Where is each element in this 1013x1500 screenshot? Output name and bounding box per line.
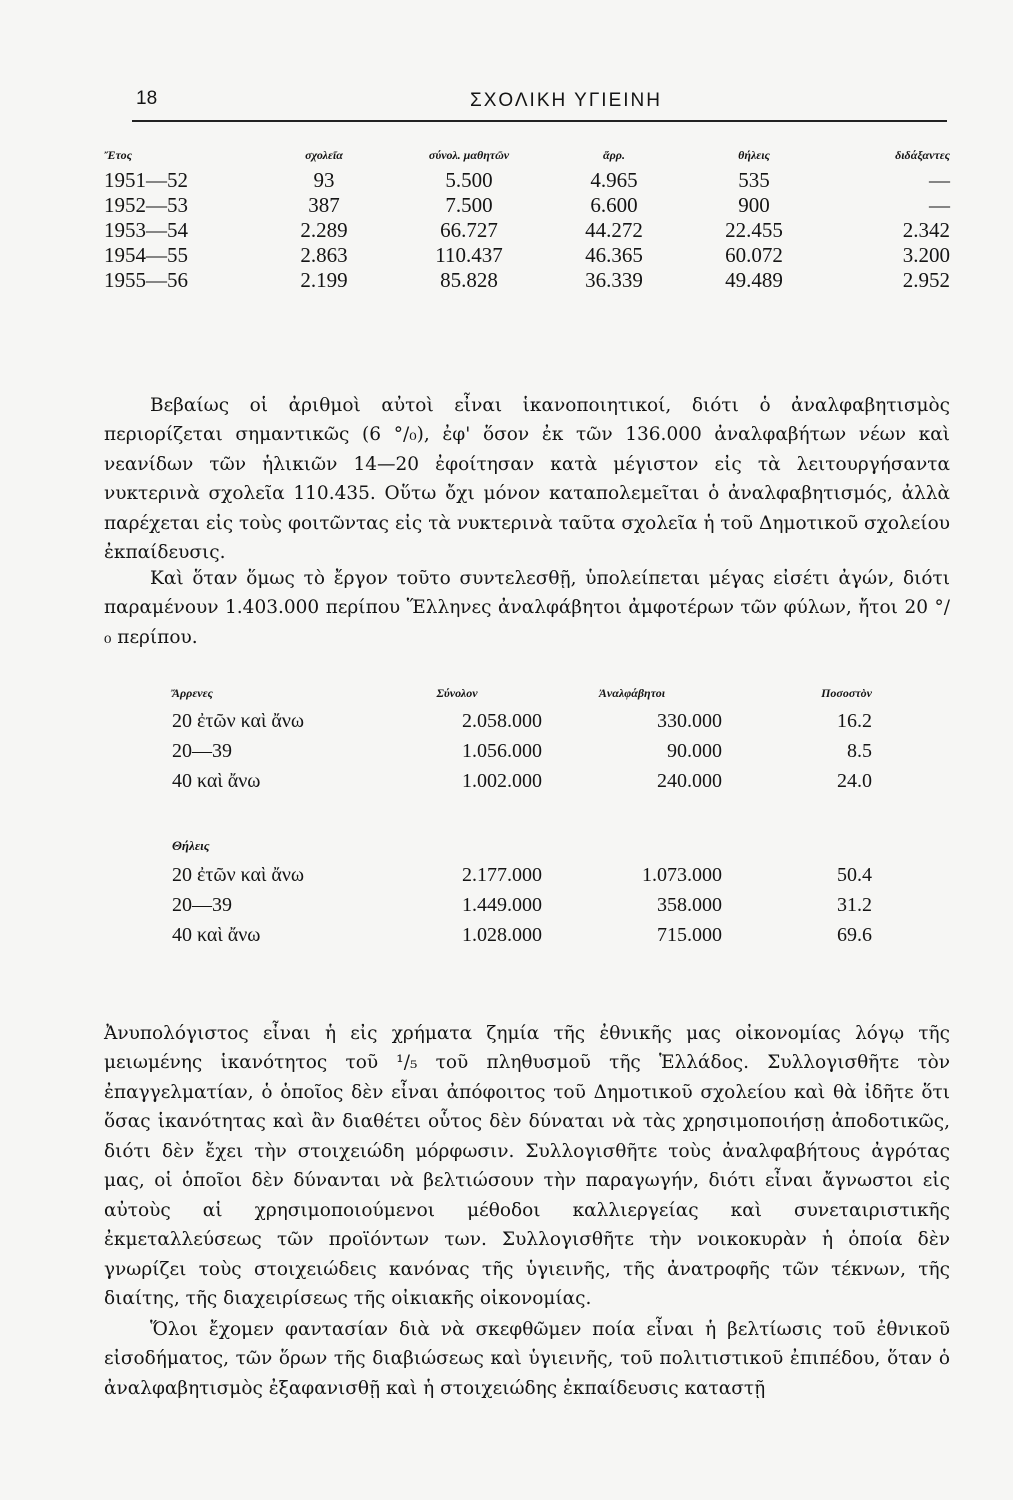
page-header — [132, 84, 947, 122]
table-row — [172, 920, 872, 950]
column-header-year: Ἔτος — [104, 147, 133, 162]
table-cell: 66.727 — [440, 218, 498, 242]
column-header-total: Σύνολον — [436, 685, 478, 700]
column-header-total-students: σύνολ. μαθητῶν — [428, 147, 510, 162]
column-header-percentage: Ποσοστὸν — [821, 685, 872, 700]
illiteracy-table — [172, 680, 872, 950]
table-cell: 8.5 — [847, 739, 872, 762]
page-number: 18 — [136, 88, 158, 109]
table-header-row — [104, 142, 950, 168]
paragraph-2-text: Καὶ ὅταν ὅμως τὸ ἔργον τοῦτο συντελεσθῇ, ὑπολείπεται μέγας εἰσέτι ἀγών, διότι παραμένουν 1.403.000 περίπου Ἕλληνες ἀναλφάβητοι ἀμφοτέρων τῶν φύλων, ἤτοι 20 °/₀ περίπου. — [104, 567, 950, 648]
table-cell: 1952—53 — [104, 193, 188, 217]
running-title: ΣΧΟΛΙΚΗ ΥΓΙΕΙΝΗ — [470, 90, 662, 111]
table-cell: 31.2 — [837, 893, 872, 916]
table-cell: 24.0 — [837, 769, 872, 792]
column-header-teachers: διδάξαντες — [895, 147, 950, 162]
table-cell: 20 ἐτῶν καὶ ἄνω — [172, 863, 305, 886]
table-row — [104, 193, 950, 218]
table-cell: 2.863 — [300, 243, 348, 267]
table-cell: 1951—52 — [104, 168, 188, 192]
group-label-females: Θήλεις — [172, 838, 210, 853]
table-cell: 6.600 — [590, 193, 638, 217]
table-cell: 20—39 — [172, 893, 232, 916]
paragraph-4 — [104, 1315, 950, 1404]
column-header-illiterate: Ἀναλφάβητοι — [598, 685, 666, 700]
table-row — [172, 766, 872, 796]
table-row — [104, 218, 950, 243]
table-cell: 900 — [738, 193, 770, 217]
column-header-schools: σχολεῖα — [305, 147, 343, 162]
table-cell: 40 καὶ ἄνω — [172, 923, 261, 946]
table-cell: 2.199 — [300, 268, 348, 292]
table-cell: — — [929, 193, 950, 217]
table-cell: 5.500 — [445, 168, 493, 192]
table-row — [172, 860, 872, 890]
column-header-girls: θήλεις — [738, 147, 770, 162]
table-cell: 93 — [313, 168, 335, 192]
table-cell: 22.455 — [725, 218, 783, 242]
table-cell: 16.2 — [837, 709, 872, 732]
table-cell: 387 — [308, 193, 340, 217]
paragraph-4-text: Ὅλοι ἔχομεν φαντασίαν διὰ νὰ σκεφθῶμεν ποία εἶναι ἡ βελτίωσις τοῦ ἐθνικοῦ εἰσοδήματος, τῶν ὅρων τῆς διαβιώσεως καὶ ὑγιεινῆς, τοῦ πολιτιστικοῦ ἐπιπέδου, ὅταν ὁ ἀναλφαβητισμὸς ἐξαφανισθῇ καὶ ἡ στοιχειώδης ἐκπαίδευσις καταστῇ — [104, 1318, 950, 1399]
table-cell: 535 — [738, 168, 770, 192]
table-cell: 69.6 — [837, 923, 872, 946]
table-row — [104, 243, 950, 268]
table-cell: 20—39 — [172, 739, 232, 762]
table-cell: 1.073.000 — [642, 863, 722, 886]
table-row — [104, 268, 950, 293]
table-cell: 358.000 — [657, 893, 722, 916]
table-cell: 1.002.000 — [462, 769, 542, 792]
table-cell: 85.828 — [440, 268, 498, 292]
table-row — [104, 168, 950, 193]
table-cell: 7.500 — [445, 193, 493, 217]
table-cell: 3.200 — [902, 243, 950, 267]
paragraph-3 — [104, 1019, 950, 1314]
table-cell: 46.365 — [585, 243, 643, 267]
table-cell: — — [929, 168, 950, 192]
paragraph-3-text: Ἀνυπολόγιστος εἶναι ἡ εἰς χρήματα ζημία τῆς ἐθνικῆς μας οἰκονομίας λόγῳ τῆς μειωμένης ἱκανότητος τοῦ ¹/₅ τοῦ πληθυσμοῦ τῆς Ἑλλάδος. Συλλογισθῆτε τὸν ἐπαγγελματίαν, ὁ ὁποῖος δὲν εἶναι ἀπόφοιτος τοῦ Δημοτικοῦ σχολείου καὶ θὰ ἰδῆτε ὅτι ὅσας ἱκανότητας καὶ ἂν διαθέτει οὗτος δὲν δύναται νὰ τὰς χρησιμοποιήσῃ ἀποδοτικῶς, διότι δὲν ἔχει τὴν στοιχειώδη μόρφωσιν. Συλλογισθῆτε τοὺς ἀναλφαβήτους ἀγρότας μας, οἱ ὁποῖοι δὲν δύνανται νὰ βελτιώσουν τὴν παραγωγήν, διότι εἶναι ἄγνωστοι εἰς αὐτοὺς αἱ χρησιμοποιούμενοι μέθοδοι καλλιεργείας καὶ συνεταιριστικῆς ἐκμεταλλεύσεως τῶν προϊόντων των. Συλλογισθῆτε τὴν νοικοκυρὰν ἡ ὁποία δὲν γνωρίζει τοὺς στοιχειώδεις κανόνας τῆς ὑγιεινῆς, τῆς ἀνατροφῆς τῶν τέκνων, τῆς διαίτης, τῆς διαχειρίσεως τῆς οἰκιακῆς οἰκονομίας. — [104, 1022, 950, 1309]
table-header-row — [172, 680, 872, 706]
table-cell: 2.289 — [300, 218, 348, 242]
table-cell: 2.342 — [902, 218, 950, 242]
table-cell: 49.489 — [725, 268, 783, 292]
column-header-males: Ἄρρενες — [172, 685, 213, 700]
table-cell: 1.056.000 — [462, 739, 542, 762]
table-cell: 1954—55 — [104, 243, 188, 267]
table-cell: 20 ἐτῶν καὶ ἄνω — [172, 709, 305, 732]
table-cell: 1.028.000 — [462, 923, 542, 946]
table-cell: 1953—54 — [104, 218, 188, 242]
table-cell: 110.437 — [435, 243, 503, 267]
table-row — [172, 706, 872, 736]
night-schools-table — [104, 142, 950, 293]
table-cell: 4.965 — [590, 168, 638, 192]
table-cell: 90.000 — [667, 739, 722, 762]
table-cell: 2.058.000 — [462, 709, 542, 732]
table-cell: 2.177.000 — [462, 863, 542, 886]
table-cell: 1.449.000 — [462, 893, 542, 916]
table-cell: 36.339 — [585, 268, 643, 292]
table-row — [172, 890, 872, 920]
table-cell: 330.000 — [657, 709, 722, 732]
paragraph-2 — [104, 564, 950, 653]
paragraph-1 — [104, 391, 950, 568]
table-cell: 60.072 — [725, 243, 783, 267]
table-cell: 240.000 — [657, 769, 722, 792]
table-cell: 715.000 — [657, 923, 722, 946]
group-row-females — [172, 796, 872, 860]
paragraph-1-text: Βεβαίως οἱ ἀριθμοὶ αὐτοὶ εἶναι ἱκανοποιητικοί, διότι ὁ ἀναλφαβητισμὸς περιορίζεται σημαντικῶς (6 °/₀), ἐφ' ὅσον ἐκ τῶν 136.000 ἀναλφαβήτων νέων καὶ νεανίδων τῶν ἡλικιῶν 14—20 ἐφοίτησαν κατὰ μέγιστον εἰς τὰ λειτουργήσαντα νυκτερινὰ σχολεῖα 110.435. Οὕτω ὄχι μόνον καταπολεμεῖται ὁ ἀναλφαβητισμός, ἀλλὰ παρέχεται εἰς τοὺς φοιτῶντας εἰς τὰ νυκτερινὰ ταῦτα σχολεῖα ἡ τοῦ Δημοτικοῦ σχολείου ἐκπαίδευσις. — [104, 394, 950, 563]
table-cell: 50.4 — [837, 863, 872, 886]
table-cell: 1955—56 — [104, 268, 188, 292]
table-row — [172, 736, 872, 766]
column-header-boys: ἄρρ. — [602, 147, 625, 162]
table-cell: 40 καὶ ἄνω — [172, 769, 261, 792]
table-cell: 44.272 — [585, 218, 643, 242]
table-cell: 2.952 — [902, 268, 950, 292]
